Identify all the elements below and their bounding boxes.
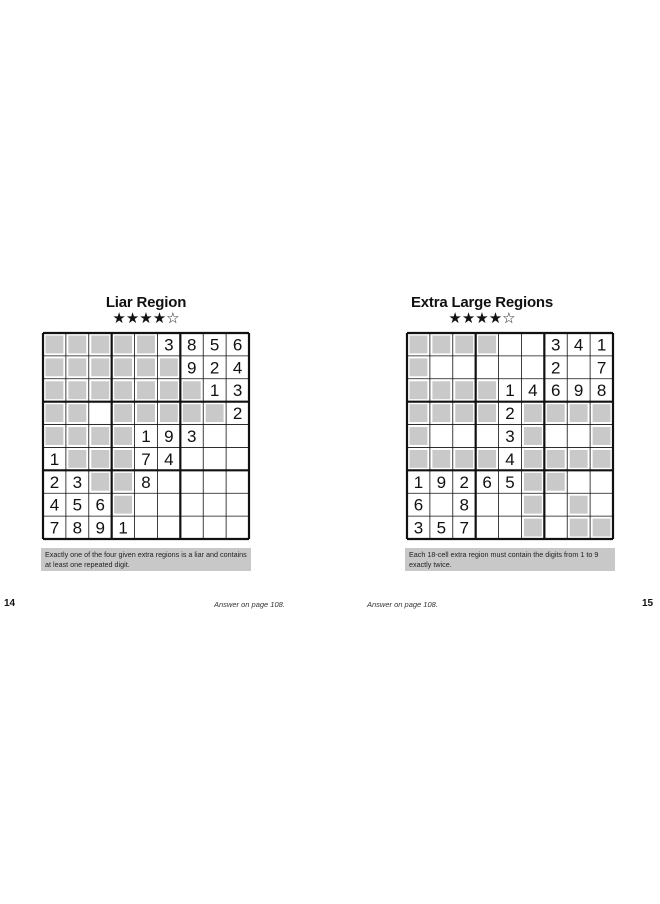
shaded-region-cell — [91, 427, 109, 445]
shaded-region-cell — [114, 427, 132, 445]
sudoku-grid-svg — [41, 331, 251, 541]
shaded-region-cell — [91, 336, 109, 354]
shaded-region-cell — [524, 404, 542, 422]
shaded-region-cell — [46, 427, 64, 445]
given-digit: 4 — [573, 335, 584, 355]
shaded-region-cell — [478, 381, 496, 399]
shaded-region-cell — [160, 381, 178, 399]
given-digit: 6 — [413, 495, 424, 515]
given-digit: 2 — [505, 404, 515, 424]
rules-note: Exactly one of the four given extra regions is a liar and contains at least one repeated digit. — [41, 548, 251, 571]
shaded-region-cell — [524, 427, 542, 445]
page-number: 15 — [642, 598, 654, 609]
given-digit: 1 — [141, 427, 151, 446]
shaded-region-cell — [593, 519, 611, 537]
given-digit: 4 — [49, 495, 60, 515]
right-page — [330, 0, 660, 904]
shaded-region-cell — [432, 381, 450, 399]
shaded-region-cell — [114, 381, 132, 399]
shaded-region-cell — [570, 496, 588, 514]
sudoku-grid — [41, 331, 251, 541]
shaded-region-cell — [593, 427, 611, 445]
filled-stars: ★★★★ — [448, 310, 503, 327]
shaded-region-cell — [68, 381, 86, 399]
shaded-region-cell — [432, 336, 450, 354]
shaded-region-cell — [46, 404, 64, 422]
given-digit: 9 — [187, 358, 197, 378]
answer-reference: Answer on page 108. — [367, 600, 438, 609]
shaded-region-cell — [455, 381, 473, 399]
given-digit: 2 — [49, 472, 60, 492]
given-digit: 6 — [551, 381, 561, 401]
shaded-region-cell — [137, 404, 155, 422]
shaded-region-cell — [524, 519, 542, 537]
shaded-region-cell — [68, 358, 86, 376]
shaded-region-cell — [68, 427, 86, 445]
filled-stars: ★★★★ — [112, 310, 167, 327]
shaded-region-cell — [410, 381, 428, 399]
given-digit: 3 — [187, 427, 197, 446]
shaded-region-cell — [160, 404, 178, 422]
given-digit: 3 — [164, 335, 174, 355]
shaded-region-cell — [137, 381, 155, 399]
shaded-region-cell — [410, 336, 428, 354]
empty-star: ☆ — [502, 310, 516, 327]
shaded-region-cell — [91, 473, 109, 491]
shaded-region-cell — [478, 450, 496, 468]
given-digit: 6 — [232, 335, 243, 355]
shaded-region-cell — [160, 358, 178, 376]
difficulty-rating — [372, 310, 592, 328]
given-digit: 7 — [49, 518, 60, 538]
shaded-region-cell — [114, 473, 132, 491]
given-digit: 4 — [528, 381, 538, 401]
shaded-region-cell — [478, 404, 496, 422]
given-digit: 7 — [596, 358, 607, 378]
shaded-region-cell — [524, 496, 542, 514]
shaded-region-cell — [137, 336, 155, 354]
answer-reference: Answer on page 108. — [214, 600, 285, 609]
shaded-region-cell — [46, 358, 64, 376]
shaded-region-cell — [570, 519, 588, 537]
shaded-region-cell — [524, 473, 542, 491]
shaded-region-cell — [68, 450, 86, 468]
given-digit: 9 — [573, 381, 584, 401]
shaded-region-cell — [114, 336, 132, 354]
shaded-region-cell — [114, 450, 132, 468]
shaded-region-cell — [547, 404, 565, 422]
puzzle-title: Liar Region — [105, 294, 187, 311]
given-digit: 7 — [459, 518, 469, 538]
shaded-region-cell — [114, 496, 132, 514]
given-digit: 8 — [459, 495, 469, 515]
shaded-region-cell — [547, 473, 565, 491]
shaded-region-cell — [432, 450, 450, 468]
shaded-region-cell — [183, 381, 201, 399]
given-digit: 7 — [141, 449, 151, 469]
given-digit: 1 — [49, 449, 60, 469]
given-digit: 8 — [72, 518, 83, 538]
given-digit: 3 — [551, 335, 561, 355]
given-digit: 5 — [505, 472, 515, 492]
given-digit: 1 — [596, 335, 607, 355]
given-digit: 3 — [413, 518, 424, 538]
given-digit: 1 — [118, 518, 128, 538]
given-digit: 5 — [436, 518, 447, 538]
shaded-region-cell — [478, 336, 496, 354]
shaded-region-cell — [46, 336, 64, 354]
given-digit: 5 — [209, 335, 220, 355]
shaded-region-cell — [206, 404, 224, 422]
given-digit: 9 — [164, 427, 174, 446]
shaded-region-cell — [455, 450, 473, 468]
shaded-region-cell — [91, 450, 109, 468]
page-number: 14 — [4, 598, 16, 609]
shaded-region-cell — [183, 404, 201, 422]
rules-note: Each 18-cell extra region must contain the digits from 1 to 9 exactly twice. — [405, 548, 615, 571]
shaded-region-cell — [455, 404, 473, 422]
given-digit: 8 — [141, 472, 151, 492]
shaded-region-cell — [410, 358, 428, 376]
shaded-region-cell — [410, 427, 428, 445]
given-digit: 2 — [209, 358, 220, 378]
given-digit: 1 — [505, 381, 515, 401]
sudoku-grid — [405, 331, 615, 541]
shaded-region-cell — [114, 404, 132, 422]
shaded-region-cell — [46, 381, 64, 399]
shaded-region-cell — [114, 358, 132, 376]
given-digit: 9 — [436, 472, 447, 492]
shaded-region-cell — [410, 450, 428, 468]
shaded-region-cell — [593, 450, 611, 468]
given-digit: 3 — [232, 381, 243, 401]
empty-star: ☆ — [166, 310, 180, 327]
given-digit: 6 — [482, 472, 492, 492]
given-digit: 1 — [209, 381, 220, 401]
shaded-region-cell — [570, 450, 588, 468]
given-digit: 4 — [164, 449, 174, 469]
sudoku-grid-svg — [405, 331, 615, 541]
shaded-region-cell — [68, 336, 86, 354]
shaded-region-cell — [524, 450, 542, 468]
shaded-region-cell — [91, 358, 109, 376]
given-digit: 4 — [505, 449, 515, 469]
given-digit: 9 — [95, 518, 105, 538]
given-digit: 8 — [187, 335, 197, 355]
shaded-region-cell — [410, 404, 428, 422]
given-digit: 2 — [232, 404, 243, 424]
shaded-region-cell — [68, 404, 86, 422]
shaded-region-cell — [91, 381, 109, 399]
shaded-region-cell — [432, 404, 450, 422]
shaded-region-cell — [455, 336, 473, 354]
shaded-region-cell — [547, 450, 565, 468]
given-digit: 3 — [72, 472, 83, 492]
given-digit: 3 — [505, 427, 515, 446]
given-digit: 5 — [72, 495, 83, 515]
puzzle-title: Extra Large Regions — [410, 294, 554, 311]
given-digit: 2 — [459, 472, 469, 492]
given-digit: 8 — [596, 381, 607, 401]
difficulty-rating — [36, 310, 256, 328]
shaded-region-cell — [137, 358, 155, 376]
given-digit: 1 — [413, 472, 424, 492]
given-digit: 6 — [95, 495, 105, 515]
shaded-region-cell — [570, 404, 588, 422]
given-digit: 4 — [232, 358, 243, 378]
given-digit: 2 — [551, 358, 561, 378]
shaded-region-cell — [593, 404, 611, 422]
